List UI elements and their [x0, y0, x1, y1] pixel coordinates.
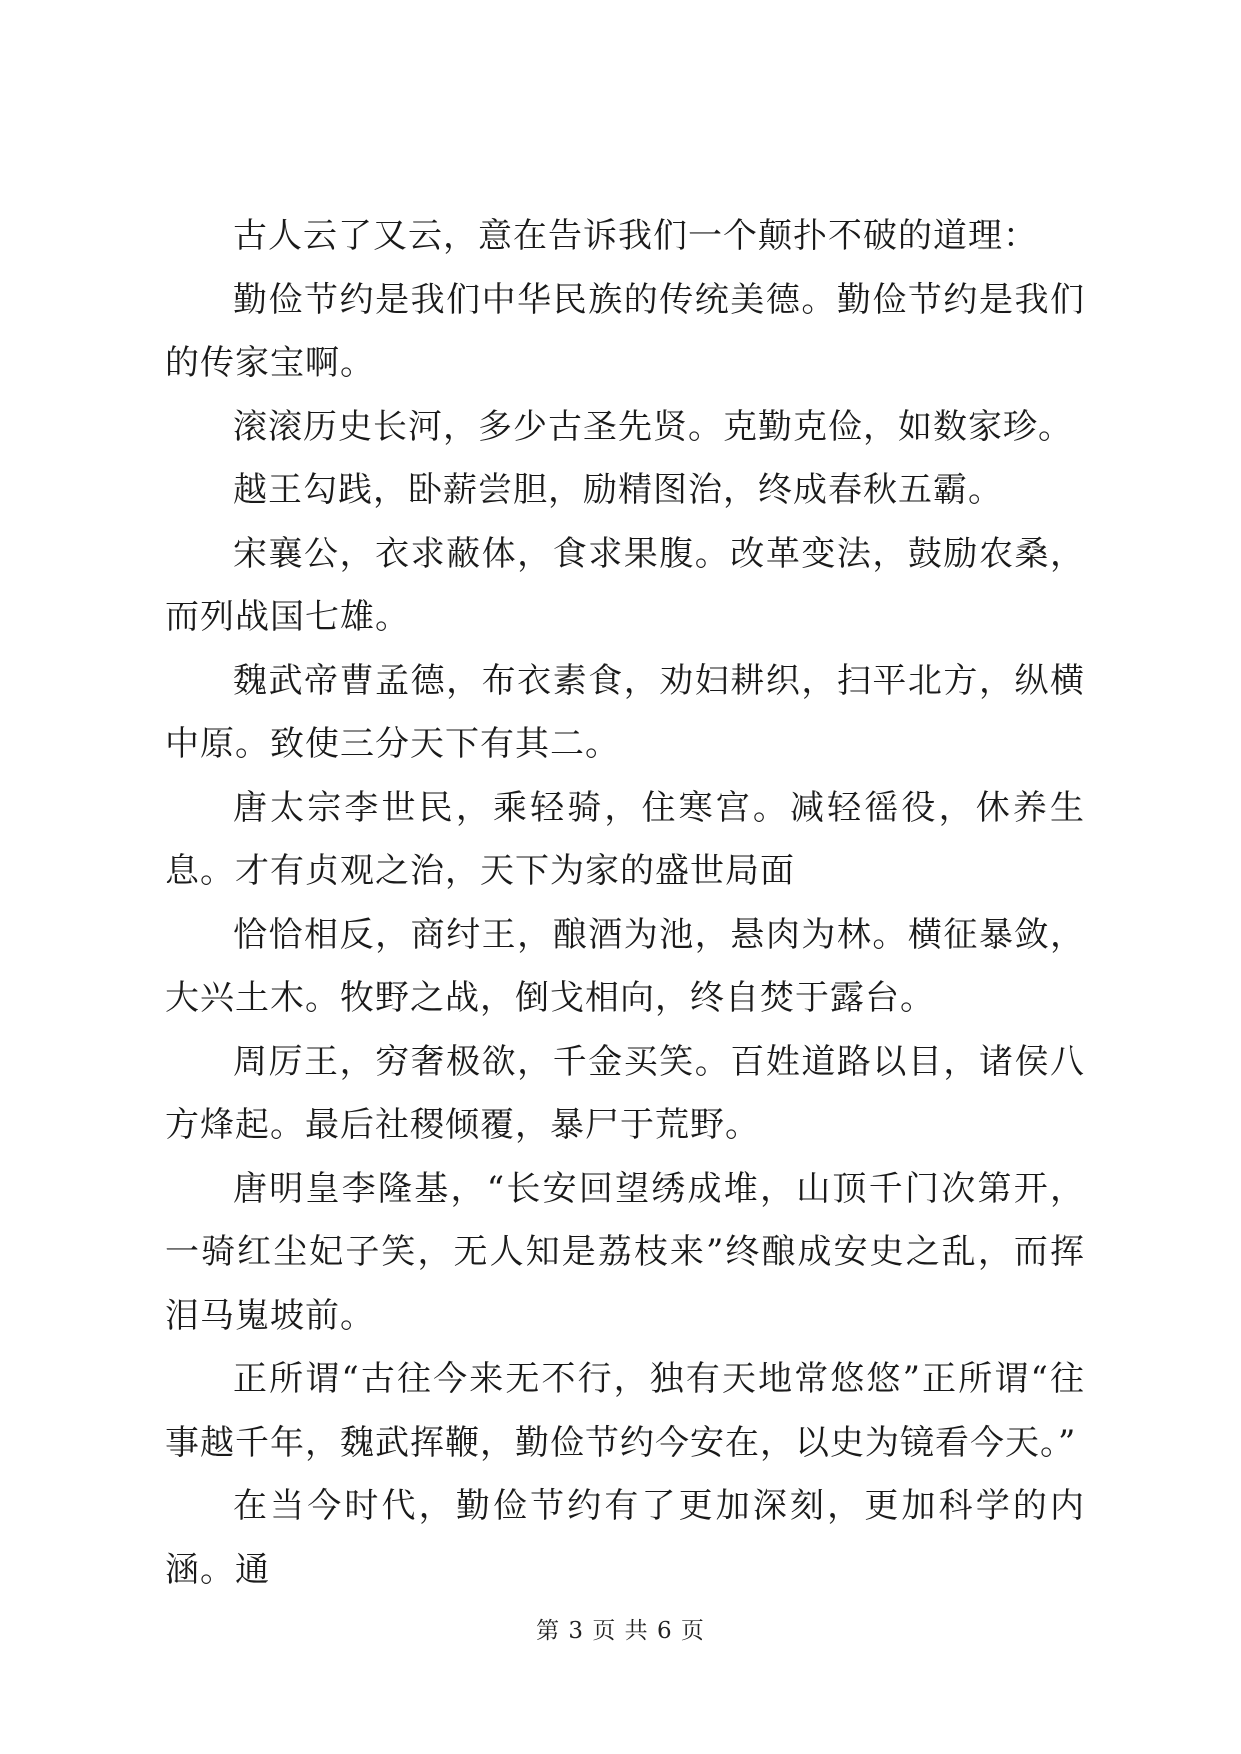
paragraph: 古人云了又云，意在告诉我们一个颠扑不破的道理： [233, 216, 1038, 256]
page-number-footer: 第 3 页 共 6 页 [536, 1618, 705, 1644]
paragraph: 勤俭节约是我们中华民族的传统美德。勤俭节约是我们的传家宝啊。 [165, 279, 1085, 383]
paragraph: 宋襄公，衣求蔽体，食求果腹。改革变法，鼓励农桑，而列战国七雄。 [165, 533, 1085, 637]
paragraph: 唐明皇李隆基，“长安回望绣成堆，山顶千门次第开，一骑红尘妃子笑，无人知是荔枝来”终酿成安史之乱，而挥泪马嵬坡前。 [165, 1168, 1085, 1336]
paragraph: 在当今时代，勤俭节约有了更加深刻，更加科学的内涵。通 [165, 1486, 1085, 1590]
paragraph: 越王勾践，卧薪尝胆，励精图治，终成春秋五霸。 [233, 470, 1003, 510]
paragraph: 恰恰相反，商纣王，酿酒为池，悬肉为林。横征暴敛，大兴土木。牧野之战，倒戈相向，终自焚于露台。 [165, 914, 1085, 1018]
paragraph: 唐太宗李世民，乘轻骑，住寒宫。减轻徭役，休养生息。才有贞观之治，天下为家的盛世局面 [165, 787, 1085, 891]
paragraph: 正所谓“古往今来无不行，独有天地常悠悠”正所谓“往事越千年，魏武挥鞭，勤俭节约今安在，以史为镜看今天。” [165, 1359, 1085, 1463]
paragraph: 魏武帝曹孟德，布衣素食，劝妇耕织，扫平北方，纵横中原。致使三分天下有其二。 [165, 660, 1085, 764]
document-body [165, 205, 1085, 1602]
paragraph: 滚滚历史长河，多少古圣先贤。克勤克俭，如数家珍。 [233, 406, 1073, 447]
paragraph: 周厉王，穷奢极欲，千金买笑。百姓道路以目，诸侯八方烽起。最后社稷倾覆，暴尸于荒野。 [165, 1041, 1085, 1145]
